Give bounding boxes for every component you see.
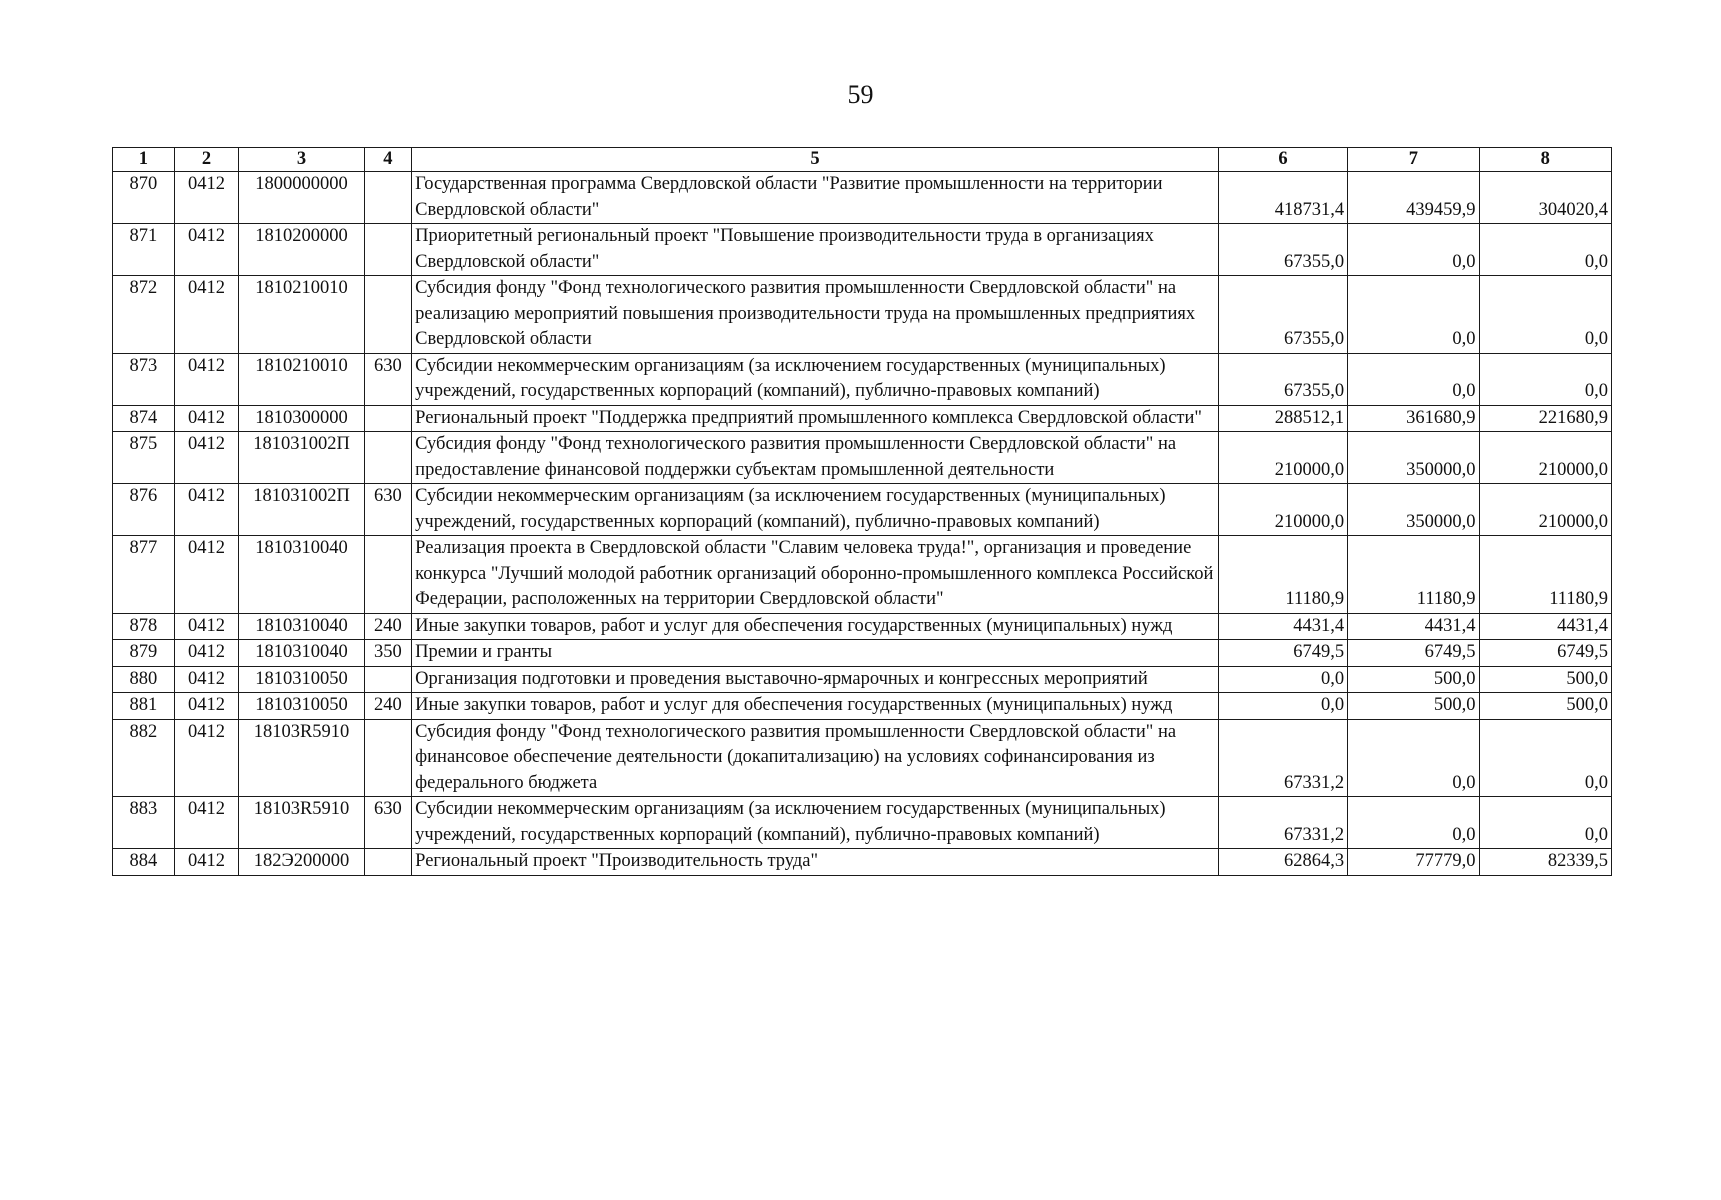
amount-column-8: 304020,4: [1479, 172, 1611, 224]
expense-type-code: 240: [364, 613, 412, 640]
row-description: Реализация проекта в Свердловской области "Славим человека труда!", организация и проведение конкурса "Лучший молодой работник организаций оборонно-промышленного комплекса Российской Федерации, расположенных на территории Свердловской области": [412, 536, 1219, 614]
expense-type-code: [364, 276, 412, 354]
amount-column-7: 4431,4: [1348, 613, 1479, 640]
amount-column-8: 221680,9: [1479, 405, 1611, 432]
amount-column-7: 350000,0: [1348, 432, 1479, 484]
amount-column-6: 62864,3: [1218, 849, 1347, 876]
row-number: 881: [113, 693, 175, 720]
section-code: 0412: [174, 432, 239, 484]
amount-column-7: 0,0: [1348, 719, 1479, 797]
section-code: 0412: [174, 640, 239, 667]
expense-type-code: [364, 432, 412, 484]
row-number: 882: [113, 719, 175, 797]
target-article-code: 1810310040: [239, 536, 364, 614]
section-code: 0412: [174, 719, 239, 797]
header-row: [113, 148, 1612, 172]
column-header: 1: [113, 148, 175, 172]
table-row: [113, 484, 1612, 536]
row-description: Иные закупки товаров, работ и услуг для обеспечения государственных (муниципальных) нужд: [412, 693, 1219, 720]
row-number: 874: [113, 405, 175, 432]
column-header: 4: [364, 148, 412, 172]
amount-column-8: 500,0: [1479, 693, 1611, 720]
amount-column-7: 0,0: [1348, 797, 1479, 849]
amount-column-8: 0,0: [1479, 719, 1611, 797]
amount-column-8: 210000,0: [1479, 484, 1611, 536]
row-number: 878: [113, 613, 175, 640]
table-body: [113, 172, 1612, 876]
section-code: 0412: [174, 797, 239, 849]
column-header: 6: [1218, 148, 1347, 172]
expense-type-code: 350: [364, 640, 412, 667]
section-code: 0412: [174, 353, 239, 405]
section-code: 0412: [174, 224, 239, 276]
page-number: 59: [847, 80, 874, 109]
target-article-code: 181031002П: [239, 484, 364, 536]
amount-column-7: 6749,5: [1348, 640, 1479, 667]
section-code: 0412: [174, 613, 239, 640]
amount-column-8: 0,0: [1479, 797, 1611, 849]
section-code: 0412: [174, 405, 239, 432]
expense-type-code: [364, 224, 412, 276]
target-article-code: 1810310040: [239, 640, 364, 667]
expense-type-code: 240: [364, 693, 412, 720]
amount-column-7: 439459,9: [1348, 172, 1479, 224]
target-article-code: 1810310040: [239, 613, 364, 640]
row-number: 879: [113, 640, 175, 667]
column-header: 8: [1479, 148, 1611, 172]
expense-type-code: [364, 666, 412, 693]
table-row: [113, 405, 1612, 432]
amount-column-7: 0,0: [1348, 276, 1479, 354]
target-article-code: 182Э200000: [239, 849, 364, 876]
target-article-code: 1800000000: [239, 172, 364, 224]
amount-column-7: 77779,0: [1348, 849, 1479, 876]
target-article-code: 1810310050: [239, 666, 364, 693]
column-header: 5: [412, 148, 1219, 172]
table-row: [113, 224, 1612, 276]
row-number: 883: [113, 797, 175, 849]
table-row: [113, 613, 1612, 640]
column-header: 7: [1348, 148, 1479, 172]
row-number: 872: [113, 276, 175, 354]
row-description: Организация подготовки и проведения выставочно-ярмарочных и конгрессных мероприятий: [412, 666, 1219, 693]
target-article-code: 1810300000: [239, 405, 364, 432]
row-number: 871: [113, 224, 175, 276]
row-number: 875: [113, 432, 175, 484]
amount-column-7: 500,0: [1348, 666, 1479, 693]
row-description: Субсидия фонду "Фонд технологического развития промышленности Свердловской области" на финансовое обеспечение деятельности (докапитализацию) на условиях софинансирования из федерального бюджета: [412, 719, 1219, 797]
row-description: Субсидия фонду "Фонд технологического развития промышленности Свердловской области" на реализацию мероприятий повышения производительности труда на промышленных предприятиях Свердловской области: [412, 276, 1219, 354]
budget-table: [112, 147, 1612, 876]
section-code: 0412: [174, 536, 239, 614]
row-description: Субсидии некоммерческим организациям (за исключением государственных (муниципальных) учреждений, государственных корпораций (компаний), публично-правовых компаний): [412, 797, 1219, 849]
amount-column-8: 500,0: [1479, 666, 1611, 693]
section-code: 0412: [174, 849, 239, 876]
amount-column-6: 11180,9: [1218, 536, 1347, 614]
target-article-code: 1810310050: [239, 693, 364, 720]
amount-column-7: 11180,9: [1348, 536, 1479, 614]
amount-column-7: 350000,0: [1348, 484, 1479, 536]
row-description: Региональный проект "Поддержка предприятий промышленного комплекса Свердловской области": [412, 405, 1219, 432]
target-article-code: 1810210010: [239, 276, 364, 354]
table-row: [113, 719, 1612, 797]
table-row: [113, 849, 1612, 876]
expense-type-code: 630: [364, 797, 412, 849]
expense-type-code: [364, 849, 412, 876]
amount-column-8: 0,0: [1479, 276, 1611, 354]
amount-column-6: 210000,0: [1218, 484, 1347, 536]
amount-column-6: 67355,0: [1218, 224, 1347, 276]
amount-column-8: 4431,4: [1479, 613, 1611, 640]
target-article-code: 18103R5910: [239, 797, 364, 849]
section-code: 0412: [174, 666, 239, 693]
expense-type-code: [364, 719, 412, 797]
target-article-code: 18103R5910: [239, 719, 364, 797]
section-code: 0412: [174, 276, 239, 354]
table-row: [113, 172, 1612, 224]
amount-column-6: 210000,0: [1218, 432, 1347, 484]
amount-column-8: 0,0: [1479, 224, 1611, 276]
amount-column-6: 4431,4: [1218, 613, 1347, 640]
amount-column-7: 500,0: [1348, 693, 1479, 720]
amount-column-7: 361680,9: [1348, 405, 1479, 432]
row-number: 873: [113, 353, 175, 405]
section-code: 0412: [174, 484, 239, 536]
target-article-code: 1810200000: [239, 224, 364, 276]
table-row: [113, 353, 1612, 405]
row-description: Субсидии некоммерческим организациям (за исключением государственных (муниципальных) учреждений, государственных корпораций (компаний), публично-правовых компаний): [412, 353, 1219, 405]
amount-column-7: 0,0: [1348, 353, 1479, 405]
amount-column-6: 288512,1: [1218, 405, 1347, 432]
expense-type-code: [364, 536, 412, 614]
row-number: 870: [113, 172, 175, 224]
amount-column-6: 418731,4: [1218, 172, 1347, 224]
table-row: [113, 693, 1612, 720]
table-row: [113, 797, 1612, 849]
table-row: [113, 276, 1612, 354]
section-code: 0412: [174, 172, 239, 224]
amount-column-8: 210000,0: [1479, 432, 1611, 484]
row-description: Региональный проект "Производительность труда": [412, 849, 1219, 876]
amount-column-7: 0,0: [1348, 224, 1479, 276]
target-article-code: 181031002П: [239, 432, 364, 484]
row-number: 876: [113, 484, 175, 536]
column-header: 2: [174, 148, 239, 172]
row-number: 884: [113, 849, 175, 876]
table-header: [113, 148, 1612, 172]
row-description: Государственная программа Свердловской области "Развитие промышленности на территории Свердловской области": [412, 172, 1219, 224]
row-number: 880: [113, 666, 175, 693]
table-row: [113, 640, 1612, 667]
amount-column-8: 82339,5: [1479, 849, 1611, 876]
amount-column-6: 67355,0: [1218, 353, 1347, 405]
column-header: 3: [239, 148, 364, 172]
amount-column-8: 11180,9: [1479, 536, 1611, 614]
row-description: Приоритетный региональный проект "Повышение производительности труда в организациях Свердловской области": [412, 224, 1219, 276]
section-code: 0412: [174, 693, 239, 720]
row-description: Субсидии некоммерческим организациям (за исключением государственных (муниципальных) учреждений, государственных корпораций (компаний), публично-правовых компаний): [412, 484, 1219, 536]
amount-column-6: 0,0: [1218, 693, 1347, 720]
table-row: [113, 432, 1612, 484]
amount-column-6: 67355,0: [1218, 276, 1347, 354]
amount-column-6: 0,0: [1218, 666, 1347, 693]
amount-column-6: 6749,5: [1218, 640, 1347, 667]
row-description: Премии и гранты: [412, 640, 1219, 667]
amount-column-8: 0,0: [1479, 353, 1611, 405]
row-description: Иные закупки товаров, работ и услуг для обеспечения государственных (муниципальных) нужд: [412, 613, 1219, 640]
expense-type-code: [364, 405, 412, 432]
table-row: [113, 536, 1612, 614]
expense-type-code: 630: [364, 353, 412, 405]
row-description: Субсидия фонду "Фонд технологического развития промышленности Свердловской области" на предоставление финансовой поддержки субъектам промышленной деятельности: [412, 432, 1219, 484]
amount-column-6: 67331,2: [1218, 797, 1347, 849]
row-number: 877: [113, 536, 175, 614]
expense-type-code: 630: [364, 484, 412, 536]
target-article-code: 1810210010: [239, 353, 364, 405]
expense-type-code: [364, 172, 412, 224]
amount-column-8: 6749,5: [1479, 640, 1611, 667]
table-row: [113, 666, 1612, 693]
amount-column-6: 67331,2: [1218, 719, 1347, 797]
